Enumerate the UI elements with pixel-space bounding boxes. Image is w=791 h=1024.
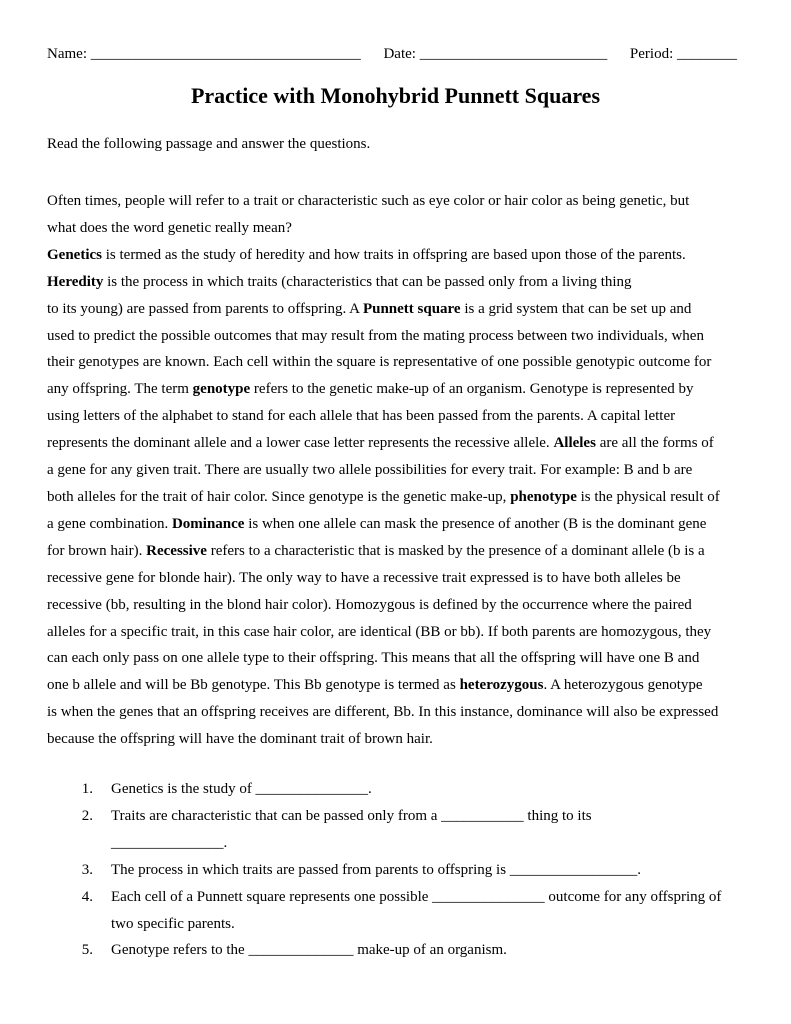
passage-line <box>47 376 752 403</box>
passage-line: what does the word genetic really mean? <box>47 219 292 236</box>
term-dominance: Dominance <box>171 515 245 532</box>
definition-text: is when one allele can mask the presence of another (B is the dominant gene <box>244 515 707 532</box>
definition-text: for brown hair). <box>47 542 147 559</box>
question-text <box>93 937 507 964</box>
passage-line <box>47 242 752 269</box>
term-recessive: Recessive <box>146 542 207 559</box>
question-number: 4. <box>81 888 93 905</box>
question-item[interactable] <box>47 884 752 938</box>
question-text <box>93 884 721 938</box>
passage-line <box>47 296 752 323</box>
term-punnett-square: Punnett square <box>362 300 461 317</box>
passage-line <box>47 511 752 538</box>
date-label: Date: <box>383 46 416 62</box>
definition-text: is termed as the study of heredity and how traits in offspring are based upon those of the parents. <box>101 246 686 263</box>
period-label: Period: <box>629 46 674 62</box>
question-number: 5. <box>81 942 93 959</box>
definition-text: are all the forms of <box>595 435 714 452</box>
name-blank[interactable]: ____________________________________ <box>90 46 361 62</box>
definition-text: refers to the genetic make-up of an organism. Genotype is represented by <box>250 381 694 398</box>
passage-line: used to predict the possible outcomes that may result from the mating process between two individuals, when <box>47 327 704 344</box>
question-item[interactable] <box>47 776 752 803</box>
student-info-header <box>47 46 737 63</box>
question-line: Traits are characteristic that can be passed only from a ___________ thing to its <box>111 807 592 824</box>
passage-line: recessive (bb, resulting in the blond hair color). Homozygous is defined by the occurrence where the paired <box>47 596 692 613</box>
date-field[interactable] <box>383 46 607 63</box>
passage-line: can each only pass on one allele type to their offspring. This means that all the offspring will have one B and <box>47 650 700 667</box>
definition-text: to its young) are passed from parents to offspring. A <box>47 300 363 317</box>
instructions: Read the following passage and answer the questions. <box>47 136 371 152</box>
definition-text: . A heterozygous genotype <box>543 677 703 694</box>
question-list <box>47 776 752 964</box>
question-line: two specific parents. <box>111 915 235 932</box>
passage-line <box>47 484 752 511</box>
passage-line <box>47 430 752 457</box>
period-field[interactable] <box>630 46 737 63</box>
passage-line: because the offspring will have the dominant trait of brown hair. <box>47 731 433 748</box>
definition-text: is the process in which traits (characteristics that can be passed only from a living thing <box>103 273 632 290</box>
passage-line: using letters of the alphabet to stand for each allele that has been passed from the parents. A capital letter <box>47 408 676 425</box>
passage-line <box>47 269 752 296</box>
term-phenotype: phenotype <box>510 488 577 505</box>
question-line: Genetics is the study of _______________. <box>111 781 372 797</box>
term-alleles: Alleles <box>553 435 596 452</box>
question-text <box>93 857 641 884</box>
question-number: 2. <box>81 807 93 824</box>
question-text <box>93 776 372 803</box>
passage-line: is when the genes that an offspring receives are different, Bb. In this instance, dominance will also be expressed <box>47 704 719 721</box>
passage-line: a gene for any given trait. There are usually two allele possibilities for every trait. For example: B and b are <box>47 462 693 479</box>
passage-line <box>47 538 752 565</box>
definition-text: refers to a characteristic that is masked by the presence of a dominant allele (b is a <box>206 542 705 559</box>
term-genotype: genotype <box>192 381 251 398</box>
question-line: Genotype refers to the ______________ make-up of an organism. <box>111 942 507 959</box>
definition-text: a gene combination. <box>47 515 172 532</box>
term-genetics: Genetics <box>47 246 102 263</box>
term-heterozygous: heterozygous <box>459 677 544 694</box>
question-number: 1. <box>81 781 93 797</box>
definition-text: is a grid system that can be set up and <box>460 300 692 317</box>
definition-text: is the physical result of <box>576 488 720 505</box>
definition-text: both alleles for the trait of hair color. Since genotype is the genetic make-up, <box>47 488 511 505</box>
question-text <box>93 803 592 857</box>
question-item[interactable] <box>47 803 752 857</box>
question-line: Each cell of a Punnett square represents one possible _______________ outcome for any offspring of <box>111 888 722 905</box>
question-line: _______________. <box>111 834 228 851</box>
period-blank[interactable]: ________ <box>677 46 737 62</box>
definition-text: any offspring. The term <box>47 381 193 398</box>
page-title: Practice with Monohybrid Punnett Squares <box>190 83 601 108</box>
passage-line: their genotypes are known. Each cell within the square is representative of one possible genotypic outcome for <box>47 354 712 371</box>
question-number: 3. <box>81 861 93 878</box>
passage-line: alleles for a specific trait, in this case hair color, are identical (BB or bb). If both parents are homozygous, they <box>47 623 712 640</box>
definition-text: one b allele and will be Bb genotype. This Bb genotype is termed as <box>47 677 460 694</box>
reading-passage <box>47 188 752 753</box>
name-label: Name: <box>47 46 87 62</box>
term-heredity: Heredity <box>47 273 104 290</box>
passage-line: Often times, people will refer to a trait or characteristic such as eye color or hair color as being genetic, but <box>47 193 690 209</box>
name-field[interactable] <box>47 46 361 63</box>
passage-line <box>47 672 752 699</box>
definition-text: represents the dominant allele and a lower case letter represents the recessive allele. <box>47 435 554 452</box>
question-item[interactable] <box>47 857 752 884</box>
passage-line: recessive gene for blonde hair). The only way to have a recessive trait expressed is to have both alleles be <box>47 569 681 586</box>
question-item[interactable] <box>47 937 752 964</box>
question-line: The process in which traits are passed from parents to offspring is _________________. <box>111 861 642 878</box>
date-blank[interactable]: _________________________ <box>419 46 608 62</box>
